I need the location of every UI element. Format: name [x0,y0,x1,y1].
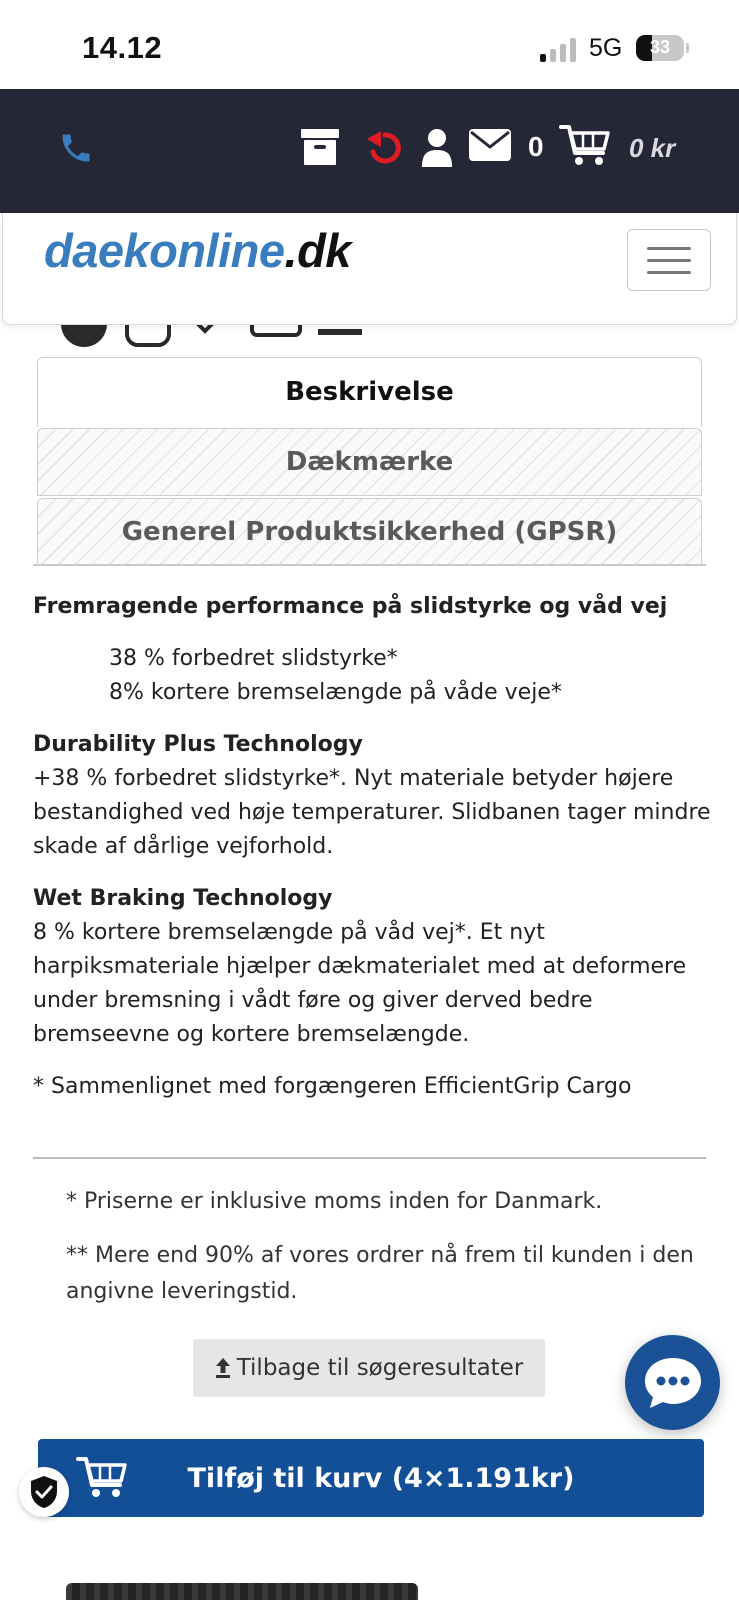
battery-level: 33 [649,37,671,57]
chat-icon [642,1355,704,1411]
delivery-note: ** Mere end 90% af vores ordrer nå frem til kunden i den angivne leveringstid. [66,1243,694,1304]
mail-icon[interactable] [469,129,511,161]
arrow-up-icon [215,1357,231,1379]
price-notes [66,1184,706,1310]
back-to-results-button[interactable] [193,1339,545,1397]
add-to-cart-button[interactable] [38,1439,704,1517]
undo-icon[interactable] [366,129,404,167]
tab-daekmaerke[interactable]: Dækmærke [37,428,702,496]
share-icons-row [0,325,739,347]
network-type: 5G [589,34,623,62]
back-button-label: Tilbage til søgeresultater [236,1355,524,1381]
copy-link-icon[interactable] [250,325,302,337]
menu-bar-icon [647,259,691,262]
signal-icon [540,38,576,62]
battery-icon [636,35,684,61]
status-bar [0,0,739,89]
vat-note: * Priserne er inklusive moms inden for Danmark. [66,1189,603,1214]
benefit-item: 38 % forbedret slidstyrke* [109,646,398,671]
content-divider [33,1157,706,1159]
cart-icon [76,1455,128,1499]
comparison-footnote: * Sammenlignet med forgængeren EfficientGrip Cargo [33,1074,632,1099]
archive-icon[interactable] [301,129,339,165]
benefit-item: 8% kortere bremselængde på våde veje* [109,680,562,705]
menu-bar-icon [647,247,691,250]
email-share-icon[interactable] [189,325,221,337]
section-text: 8 % kortere bremselængde på våd vej*. Et nyt harpiksmateriale hjælper dækmaterialet med at deformere under bremsning i vådt føre og giver derved bedre bremseevne og kortere bremselængde. [33,920,687,1047]
section-wet-braking [33,882,713,1052]
menu-bar-icon [647,271,691,274]
chat-button[interactable] [625,1335,720,1430]
section-text: +38 % forbedret slidstyrke*. Nyt materiale betyder højere bestandighed ved høje temperaturer. Slidbanen tager mindre skade af dårlige vejforhold. [33,766,711,859]
logo-main: daekonline [44,224,285,277]
facebook-icon[interactable] [61,325,107,347]
benefit-list [33,642,713,710]
print-icon[interactable] [316,325,364,337]
user-icon[interactable] [421,129,453,167]
cart-count[interactable]: 0 [528,131,544,162]
add-to-cart-label: Tilføj til kurv (4×1.191kr) [187,1462,575,1494]
shield-check-icon [29,1475,59,1509]
phone-icon[interactable] [58,130,94,166]
hamburger-menu-button[interactable] [627,229,711,291]
tab-beskrivelse[interactable]: Beskrivelse [37,357,702,427]
cart-icon[interactable] [559,123,611,167]
product-image [66,1583,418,1600]
description-headline: Fremragende performance på slidstyrke og våd vej [33,594,668,619]
top-bar [0,89,739,213]
cart-total[interactable]: 0 kr [629,133,676,163]
battery-tip [686,43,689,53]
section-title: Wet Braking Technology [33,886,333,911]
tabs-divider [33,564,706,566]
status-time: 14.12 [82,30,163,65]
description-content [33,590,713,1104]
site-logo[interactable] [44,223,351,278]
instagram-icon[interactable] [125,325,171,347]
logo-suffix: .dk [284,224,351,277]
section-title: Durability Plus Technology [33,732,363,757]
trust-badge[interactable] [19,1467,69,1517]
site-header [2,213,737,325]
section-durability [33,728,713,864]
tab-gpsr[interactable]: Generel Produktsikkerhed (GPSR) [37,498,702,566]
